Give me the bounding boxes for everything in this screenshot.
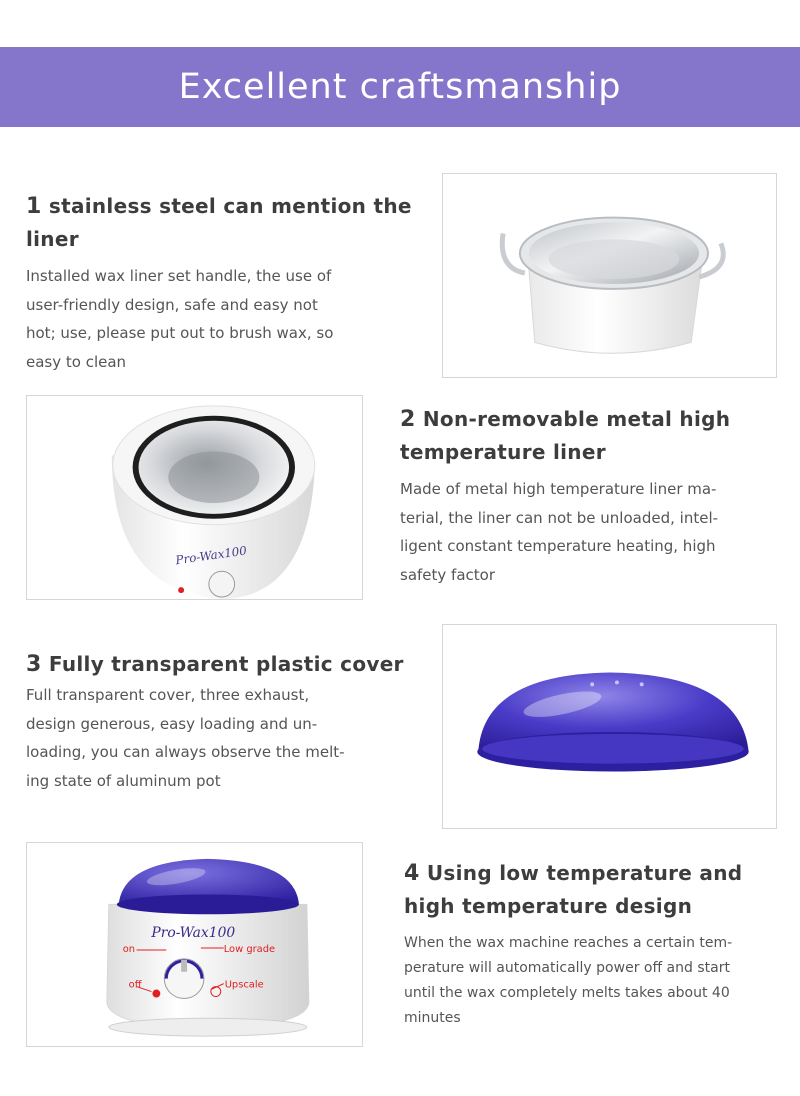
label-on: on: [122, 943, 136, 955]
indicator-light: [178, 587, 184, 593]
section-3-heading: 3 Fully transparent plastic cover: [26, 652, 404, 677]
section-2-description: Made of metal high temperature liner ma- terial, the liner can not be unloaded, intel- ligent constant temperature heating, high safety factor: [400, 480, 719, 584]
banner-title: Excellent craftsmanship: [178, 67, 622, 107]
liner-illustration: [443, 174, 776, 377]
label-off: off: [128, 979, 142, 991]
machine-illustration: [27, 843, 362, 1046]
section-2: [400, 403, 785, 589]
label-low-grade: Low grade: [223, 943, 276, 955]
section-1: [26, 190, 436, 376]
machine-image: [26, 842, 363, 1047]
section-1-heading: 1 stainless steel can mention the liner: [26, 194, 412, 251]
machine-brand-label: Pro-Wax100: [151, 925, 236, 942]
section-4-heading: 4 Using low temperature and high temperature design: [404, 861, 743, 918]
cover-illustration: [443, 625, 776, 828]
heater-liner-image: [26, 395, 363, 600]
liner-image: [442, 173, 777, 378]
heater-liner-illustration: [27, 396, 362, 599]
section-3-description: Full transparent cover, three exhaust, design generous, easy loading and un- loading, you can always observe the melt- ing state of aluminum pot: [26, 686, 345, 790]
label-upscale: Upscale: [224, 979, 264, 991]
cover-image: [442, 624, 777, 829]
machine-indicator-light: [152, 990, 160, 998]
section-1-description: Installed wax liner set handle, the use of user-friendly design, safe and easy not hot; use, please put out to brush wax, so easy to clean: [26, 267, 334, 371]
section-4: [404, 857, 789, 1031]
brand-label: Pro-Wax100: [174, 543, 248, 568]
section-3: [26, 648, 426, 795]
header-banner: [0, 47, 800, 127]
section-2-heading: 2 Non-removable metal high temperature liner: [400, 407, 731, 464]
section-4-description: When the wax machine reaches a certain tem- perature will automatically power off and start until the wax completely melts takes about 40 minutes: [404, 935, 733, 1026]
